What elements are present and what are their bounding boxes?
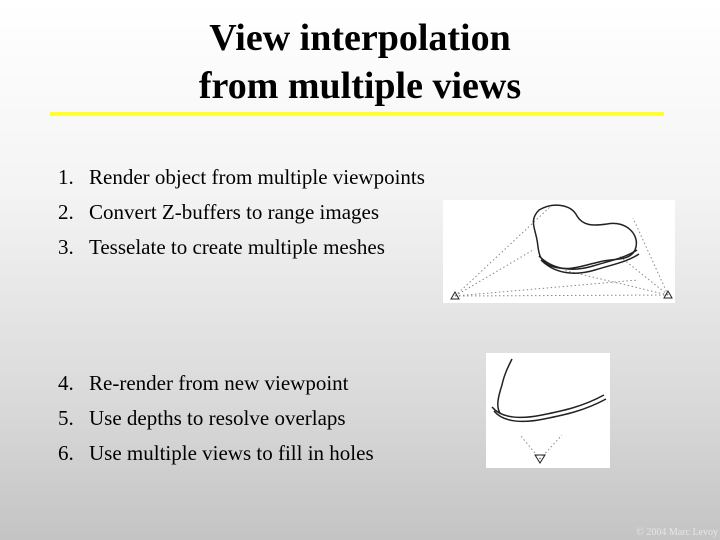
item-text: Render object from multiple viewpoints [89,165,425,189]
list-item [58,195,425,230]
item-text: Use multiple views to fill in holes [89,441,374,465]
item-number: 4. [58,371,74,395]
item-text: Use depths to resolve overlaps [89,406,346,430]
title-underline [50,112,664,116]
list-item [58,366,374,401]
new-view-render-figure [486,353,610,468]
item-number: 1. [58,165,74,189]
list-item [58,436,374,471]
item-text: Convert Z-buffers to range images [89,200,380,224]
item-text: Re-render from new viewpoint [89,371,349,395]
title-line-1: View interpolation [209,17,511,59]
slide-title [0,14,720,110]
multi-view-capture-diagram [443,200,675,303]
item-text: Tesselate to create multiple meshes [89,235,385,259]
item-number: 5. [58,406,74,430]
copyright-notice: © 2004 Marc Levoy [636,527,718,538]
item-number: 3. [58,235,74,259]
list-item [58,160,425,195]
multi-view-capture-figure [443,200,675,303]
steps-list-second [58,366,374,471]
title-line-2: from multiple views [198,65,522,107]
list-item [58,401,374,436]
new-view-render-diagram [486,353,610,468]
steps-list-first [58,160,425,265]
item-number: 6. [58,441,74,465]
list-item [58,230,425,265]
item-number: 2. [58,200,74,224]
